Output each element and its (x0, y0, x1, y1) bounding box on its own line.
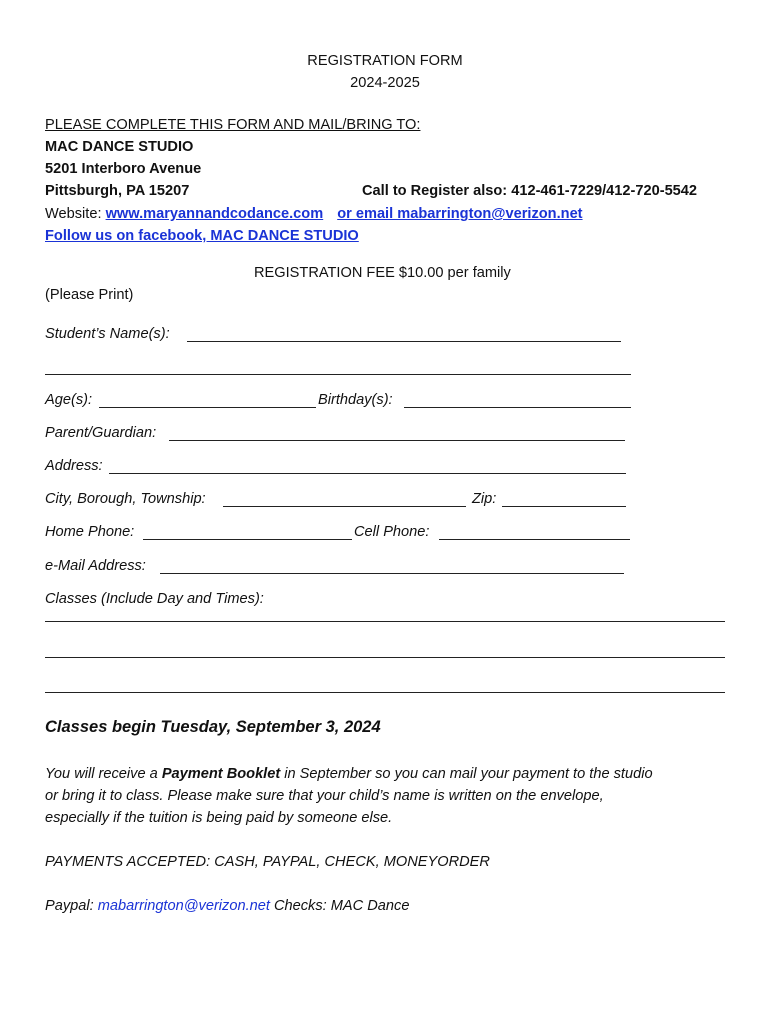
payment-info-post: in September so you can mail your payment to the studio (280, 766, 653, 782)
student-name-line[interactable] (187, 341, 621, 342)
paypal-line (45, 897, 409, 915)
classes-line-3[interactable] (45, 692, 725, 693)
birthday-line[interactable] (404, 407, 631, 408)
zip-label: Zip: (472, 491, 497, 507)
payments-accepted: PAYMENTS ACCEPTED: CASH, PAYPAL, CHECK, MONEYORDER (45, 854, 490, 870)
studio-street: 5201 Interboro Avenue (45, 161, 202, 177)
print-note: (Please Print) (45, 287, 134, 303)
home-phone-label: Home Phone: (45, 524, 135, 540)
parent-label: Parent/Guardian: (45, 425, 157, 441)
cell-phone-line[interactable] (439, 539, 630, 540)
email-link[interactable]: or email mabarrington@verizon.net (337, 206, 583, 222)
home-phone-line[interactable] (143, 539, 352, 540)
age-label: Age(s): (45, 392, 93, 408)
address-label: Address: (45, 458, 103, 474)
form-title: REGISTRATION FORM (307, 53, 463, 69)
classes-begin-heading: Classes begin Tuesday, September 3, 2024 (45, 718, 381, 736)
studio-city: Pittsburgh, PA 15207 (45, 183, 190, 199)
classes-line-1[interactable] (45, 621, 725, 622)
city-label: City, Borough, Township: (45, 491, 206, 507)
facebook-link[interactable]: Follow us on facebook, MAC DANCE STUDIO (45, 228, 359, 244)
paypal-email-link[interactable]: mabarrington@verizon.net (97, 898, 270, 914)
payment-info-pre: You will receive a (45, 766, 162, 782)
classes-label: Classes (Include Day and Times): (45, 591, 264, 607)
age-line[interactable] (99, 407, 316, 408)
registration-fee: REGISTRATION FEE $10.00 per family (254, 265, 511, 281)
payment-info-line-3: especially if the tuition is being paid by someone else. (45, 810, 393, 826)
payment-booklet-text: Payment Booklet (161, 766, 281, 782)
cell-phone-label: Cell Phone: (354, 524, 430, 540)
mail-instruction: PLEASE COMPLETE THIS FORM AND MAIL/BRING TO: (45, 117, 421, 133)
payment-info-line-2: or bring it to class. Please make sure that your child’s name is written on the envelope, (45, 788, 604, 804)
address-line[interactable] (109, 473, 626, 474)
classes-line-2[interactable] (45, 657, 725, 658)
website-line (45, 205, 583, 223)
birthday-label: Birthday(s): (318, 392, 393, 408)
studio-phone: Call to Register also: 412-461-7229/412-720-5542 (362, 183, 698, 199)
payment-info-line-1 (45, 765, 653, 783)
city-line[interactable] (223, 506, 466, 507)
studio-name: MAC DANCE STUDIO (45, 139, 194, 155)
email-label: e-Mail Address: (45, 558, 146, 574)
student-name-line-2[interactable] (45, 374, 631, 375)
form-year: 2024-2025 (350, 75, 420, 91)
student-name-label: Student’s Name(s): (45, 326, 170, 342)
email-line[interactable] (160, 573, 624, 574)
parent-line[interactable] (169, 440, 625, 441)
website-link[interactable]: www.maryannandcodance.com (105, 206, 324, 222)
checks-text: Checks: MAC Dance (269, 898, 410, 914)
zip-line[interactable] (502, 506, 626, 507)
website-label: Website: (45, 206, 106, 222)
paypal-label: Paypal: (45, 898, 98, 914)
